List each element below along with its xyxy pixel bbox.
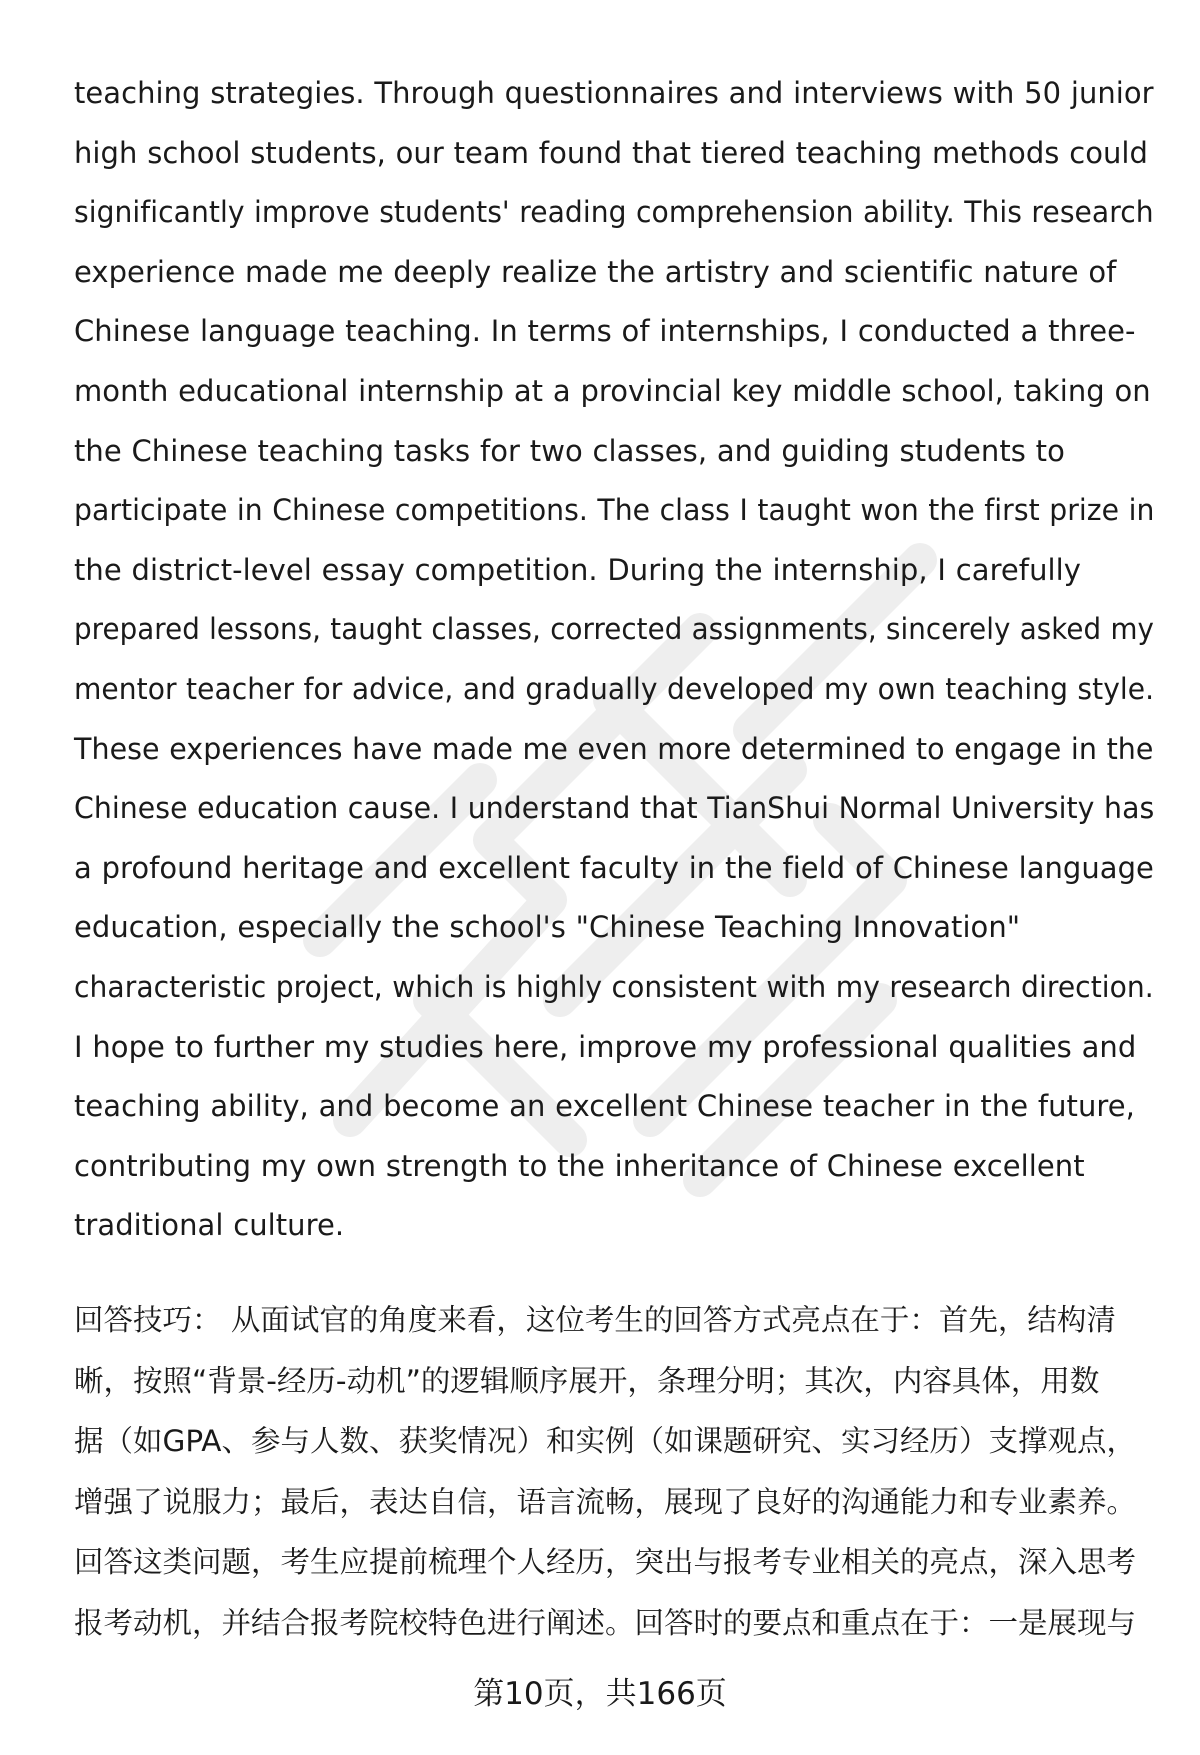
answer-line: traditional culture. [74, 1208, 345, 1243]
answer-line: the district-level essay competition. During the internship, I carefully [74, 552, 1081, 587]
answer-line: Chinese language teaching. In terms of internships, I conducted a three- [74, 314, 1136, 349]
tips-line: 回答技巧： 从面试官的角度来看，这位考生的回答方式亮点在于：首先，结构清 [74, 1303, 1116, 1337]
answer-line: These experiences have made me even more determined to engage in the [74, 731, 1154, 766]
answer-line: prepared lessons, taught classes, corrected assignments, sincerely asked my [74, 612, 1154, 647]
answer-line: education, especially the school's "Chinese Teaching Innovation" [74, 910, 1021, 945]
answer-line: mentor teacher for advice, and gradually developed my own teaching style. [74, 671, 1155, 706]
answer-line: I hope to further my studies here, improve my professional qualities and [74, 1029, 1137, 1064]
tips-line: 回答这类问题，考生应提前梳理个人经历，突出与报考专业相关的亮点，深入思考 [74, 1545, 1137, 1579]
tips-line: 晰，按照“背景-经历-动机”的逻辑顺序展开，条理分明；其次，内容具体，用数 [74, 1363, 1100, 1398]
answer-line: Chinese education cause. I understand that TianShui Normal University has [74, 791, 1155, 826]
tips-line: 报考动机，并结合报考院校特色进行阐述。回答时的要点和重点在于：一是展现与 [74, 1605, 1137, 1640]
tips-line: 据（如GPA、参与人数、获奖情况）和实例（如课题研究、实习经历）支撑观点， [74, 1424, 1136, 1458]
answer-line: a profound heritage and excellent faculty in the field of Chinese language [74, 850, 1154, 885]
answer-line: experience made me deeply realize the artistry and scientific nature of [74, 254, 1117, 289]
page-number: 第10页，共166页 [473, 1676, 727, 1712]
tips-line: 增强了说服力；最后，表达自信，语言流畅，展现了良好的沟通能力和专业素养。 [74, 1484, 1137, 1519]
answer-line: contributing my own strength to the inheritance of Chinese excellent [74, 1148, 1085, 1183]
answer-tips [74, 1290, 1154, 1653]
answer-line: characteristic project, which is highly consistent with my research direction. [74, 969, 1154, 1004]
answer-line: teaching ability, and become an excellent Chinese teacher in the future, [74, 1089, 1135, 1124]
answer-text [74, 64, 1154, 1256]
answer-line: high school students, our team found that tiered teaching methods could [74, 135, 1149, 170]
answer-line: the Chinese teaching tasks for two classes, and guiding students to [74, 433, 1065, 468]
answer-line: month educational internship at a provincial key middle school, taking on [74, 373, 1151, 408]
answer-line: significantly improve students' reading comprehension ability. This research [74, 195, 1154, 230]
answer-line: participate in Chinese competitions. The class I taught won the first prize in [74, 493, 1155, 528]
answer-line: teaching strategies. Through questionnaires and interviews with 50 junior [74, 76, 1154, 110]
